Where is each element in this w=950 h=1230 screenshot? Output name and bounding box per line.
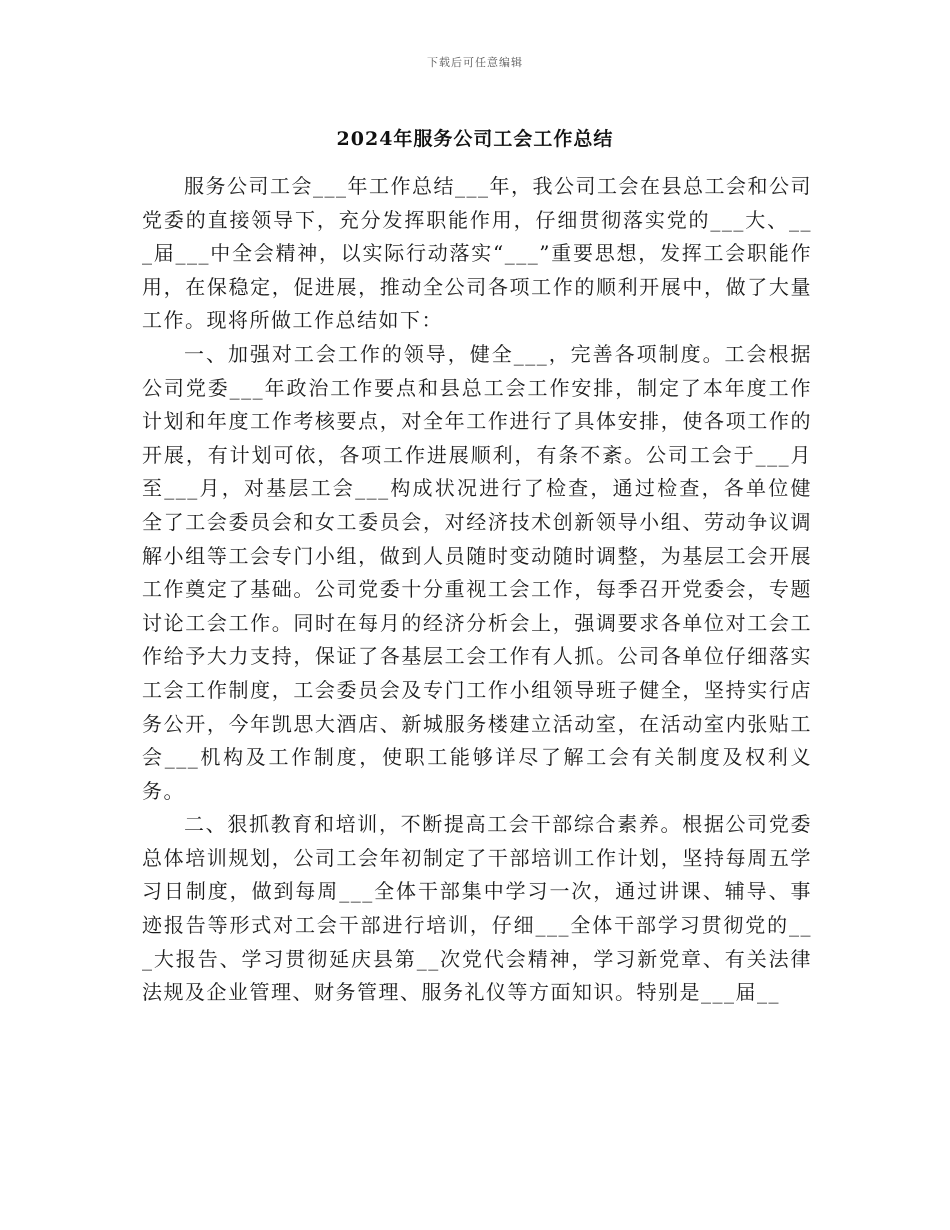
document-title: 2024年服务公司工会工作总结 xyxy=(336,128,614,150)
paragraph-intro: 服务公司工会___年工作总结___年，我公司工会在县总工会和公司党委的直接领导下，充分发挥职能作用，仔细贯彻落实党的___大、___届___中全会精神，以实际行动落实“___”重要思想，发挥工会职能作用，在保稳定，促进展，推动全公司各项工作的顺利开展中，做了大量工作。现将所做工作总结如下： xyxy=(142,174,812,333)
page-header-note: 下载后可任意编辑 xyxy=(427,56,523,69)
document-body xyxy=(142,170,812,1010)
paragraph-section-2: 二、狠抓教育和培训，不断提高工会干部综合素养。根据公司党委总体培训规划，公司工会年初制定了干部培训工作计划，坚持每周五学习日制度，做到每周___全体干部集中学习一次，通过讲课、辅导、事迹报告等形式对工会干部进行培训，仔细___全体干部学习贯彻党的___大报告、学习贯彻延庆县第__次党代会精神，学习新党章、有关法律法规及企业管理、财务管理、服务礼仪等方面知识。特别是___届__ xyxy=(142,812,812,1005)
paragraph-section-1: 一、加强对工会工作的领导，健全___，完善各项制度。工会根据公司党委___年政治工作要点和县总工会工作安排，制定了本年度工作计划和年度工作考核要点，对全年工作进行了具体安排，使各项工作的开展，有计划可依，各项工作进展顺利，有条不紊。公司工会于___月至___月，对基层工会___构成状况进行了检查，通过检查，各单位健全了工会委员会和女工委员会，对经济技术创新领导小组、劳动争议调解小组等工会专门小组，做到人员随时变动随时调整，为基层工会开展工作奠定了基础。公司党委十分重视工会工作，每季召开党委会，专题讨论工会工作。同时在每月的经济分析会上，强调要求各单位对工会工作给予大力支持，保证了各基层工会工作有人抓。公司各单位仔细落实工会工作制度，工会委员会及专门工作小组领导班子健全，坚持实行店务公开，今年凯思大酒店、新城服务楼建立活动室，在活动室内张贴工会___机构及工作制度，使职工能够详尽了解工会有关制度及权利义务。 xyxy=(142,341,812,803)
